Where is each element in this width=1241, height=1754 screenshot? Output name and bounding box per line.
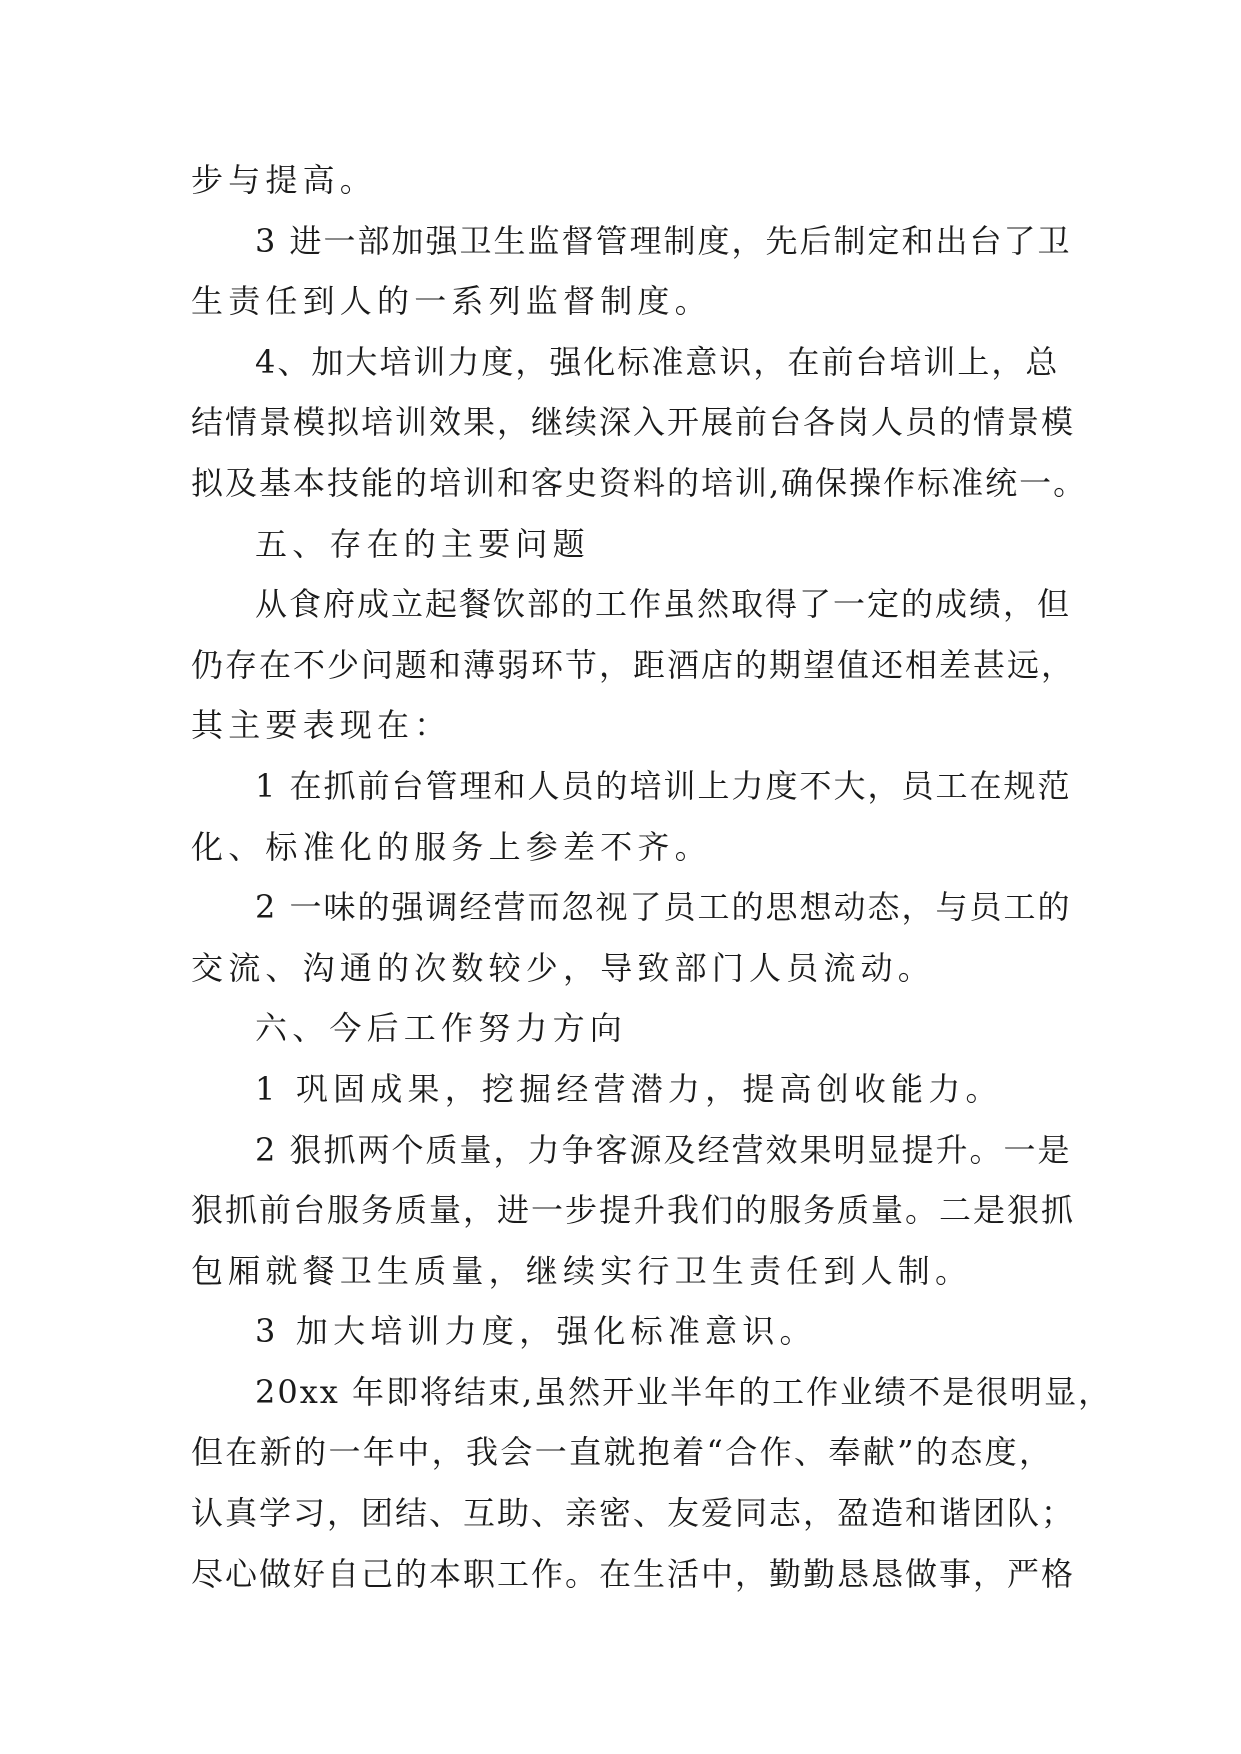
text-line: 3 加大培训力度，强化标准意识。 [255, 1312, 817, 1351]
text-line: 3 进一部加强卫生监督管理制度，先后制定和出台了卫 [255, 221, 1072, 260]
text-line: 但在新的一年中，我会一直就抱着“合作、奉献”的态度， [191, 1433, 1053, 1472]
text-line: 步与提高。 [191, 161, 378, 199]
text-line: 4、加大培训力度，强化标准意识，在前台培训上，总 [255, 342, 1060, 381]
text-line: 2 一味的强调经营而忽视了员工的思想动态，与员工的 [255, 888, 1072, 927]
text-line: 从食府成立起餐饮部的工作虽然取得了一定的成绩，但 [255, 585, 1072, 624]
text-line: 生责任到人的一系列监督制度。 [191, 282, 712, 321]
text-line: 交流、沟通的次数较少，导致部门人员流动。 [191, 948, 936, 987]
text-line: 化、标准化的服务上参差不齐。 [191, 827, 712, 866]
text-line: 尽心做好自己的本职工作。在生活中，勤勤恳恳做事，严格 [191, 1554, 1076, 1593]
text-line: 1 巩固成果，挖掘经营潜力，提高创收能力。 [255, 1069, 1003, 1108]
text-line: 仍存在不少问题和薄弱环节，距酒店的期望值还相差甚远， [191, 645, 1076, 684]
text-line: 包厢就餐卫生质量，继续实行卫生责任到人制。 [191, 1251, 973, 1290]
text-line: 2 狠抓两个质量，力争客源及经营效果明显提升。一是 [255, 1130, 1072, 1169]
text-line: 认真学习，团结、互助、亲密、友爱同志，盈造和谐团队； [191, 1494, 1076, 1533]
text-line: 结情景模拟培训效果，继续深入开展前台各岗人员的情景模 [191, 403, 1076, 442]
text-line: 20xx 年即将结束,虽然开业半年的工作业绩不是很明显， [255, 1372, 1113, 1411]
text-line: 狠抓前台服务质量，进一步提升我们的服务质量。二是狠抓 [191, 1191, 1076, 1230]
text-line: 其主要表现在： [191, 706, 452, 745]
section-heading: 五、存在的主要问题 [255, 524, 590, 563]
text-line: 1 在抓前台管理和人员的培训上力度不大，员工在规范 [255, 766, 1072, 805]
section-heading: 六、今后工作努力方向 [255, 1009, 628, 1048]
document-page [191, 150, 1113, 1604]
text-line: 拟及基本技能的培训和客史资料的培训,确保操作标准统一。 [191, 463, 1088, 502]
